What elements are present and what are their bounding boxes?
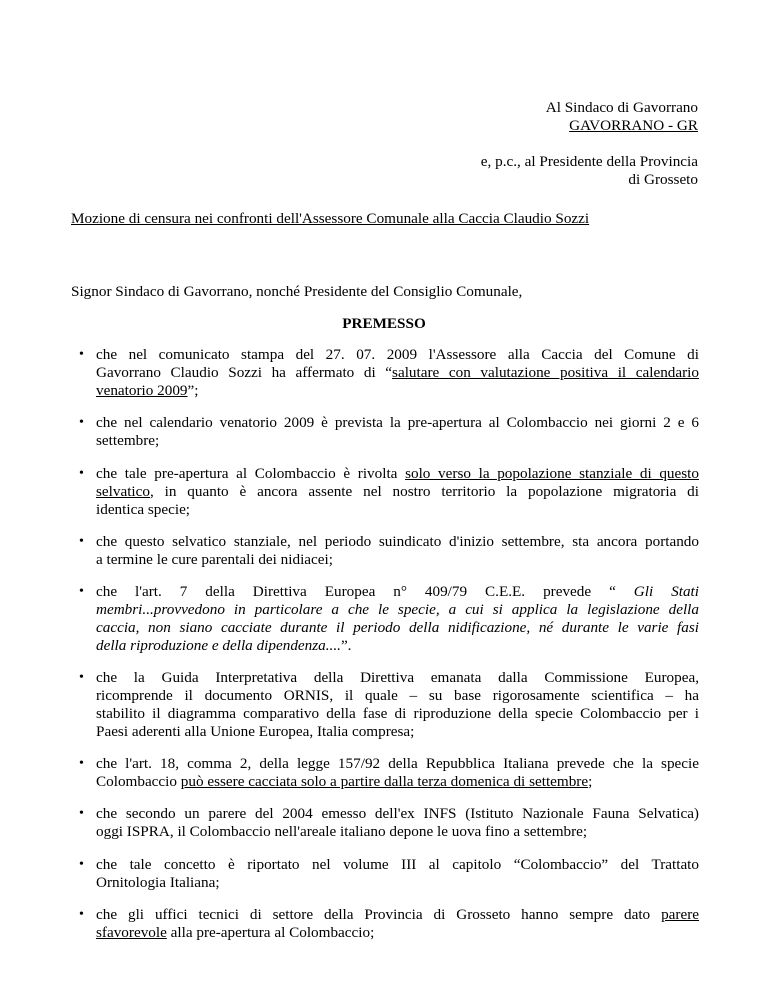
underlined-text: venatorio 2009	[96, 382, 188, 399]
quoted-text: caccia, non siano cacciate durante il periodo della nidificazione, né durante le varie fasi	[96, 619, 699, 636]
item-text: Colombaccio	[96, 773, 181, 790]
item-text: a termine le cure parentali dei nidiacei;	[96, 551, 333, 568]
list-item	[79, 346, 699, 400]
recipient-block	[546, 99, 698, 135]
bullet-icon: •	[79, 415, 84, 430]
bullet-icon: •	[79, 534, 84, 549]
item-text: oggi ISPRA, il Colombaccio nell'areale italiano depone le uova fino a settembre;	[96, 823, 588, 840]
section-heading: PREMESSO	[342, 315, 426, 332]
quoted-text: membri...provvedono in particolare a che le specie, a cui si applica la legislazione della	[96, 601, 699, 618]
list-item	[79, 669, 699, 741]
item-text: identica specie;	[96, 501, 191, 518]
quoted-text: della riproduzione e della dipendenza....	[96, 637, 341, 654]
underlined-text: selvatico	[96, 483, 150, 500]
recipient-line: GAVORRANO - GR	[569, 117, 698, 134]
bullet-icon: •	[79, 584, 84, 599]
underlined-text: parere	[661, 906, 699, 923]
item-text: che tale pre-apertura al Colombaccio è rivolta	[96, 465, 406, 482]
item-text: ”;	[187, 382, 199, 399]
bullet-icon: •	[79, 857, 84, 872]
item-text: Gavorrano Claudio Sozzi ha affermato di “	[96, 364, 393, 381]
item-text: che secondo un parere del 2004 emesso dell'ex INFS (Istituto Nazionale Fauna Selvatica)	[96, 805, 699, 822]
item-text: , in quanto è ancora assente nel nostro territorio la popolazione migratoria di	[149, 483, 699, 500]
item-text: settembre;	[96, 432, 160, 449]
underlined-text: può essere cacciata solo a partire dalla terza domenica di settembre	[180, 773, 589, 790]
salutation: Signor Sindaco di Gavorrano, nonché Presidente del Consiglio Comunale,	[71, 283, 523, 300]
list-item	[79, 856, 699, 892]
list-item	[79, 755, 699, 791]
item-text: che gli uffici tecnici di settore della Provincia di Grosseto hanno sempre dato	[96, 906, 662, 923]
bullet-icon: •	[79, 466, 84, 481]
list-item	[79, 533, 699, 569]
item-text: che nel calendario venatorio 2009 è prevista la pre-apertura al Colombaccio nei giorni 2 e 6	[96, 414, 699, 431]
item-text: ricomprende il documento ORNIS, il quale – su base rigorosamente scientifica – ha	[96, 687, 699, 704]
item-text: che tale concetto è riportato nel volume III al capitolo “Colombaccio” del Trattato	[96, 856, 699, 873]
item-text: Ornitologia Italiana;	[96, 874, 220, 891]
item-text: che questo selvatico stanziale, nel periodo suindicato d'inizio settembre, sta ancora portando	[96, 533, 699, 550]
bullet-icon: •	[79, 756, 84, 771]
underlined-text: solo verso la popolazione stanziale di questo	[405, 465, 699, 482]
list-item	[79, 805, 699, 841]
recipient-line: di Grosseto	[628, 171, 698, 188]
underlined-text: sfavorevole	[96, 924, 167, 941]
item-text: stabilito il diagramma comparativo della fase di riproduzione della specie Colombaccio per i	[96, 705, 699, 722]
list-item	[79, 583, 699, 655]
bullet-icon: •	[79, 670, 84, 685]
recipient-cc-block	[481, 153, 698, 189]
item-text: che la Guida Interpretativa della Direttiva emanata dalla Commissione Europea,	[96, 669, 699, 686]
bullet-icon: •	[79, 347, 84, 362]
bullet-icon: •	[79, 907, 84, 922]
item-text: ”.	[340, 637, 352, 654]
list-item	[79, 465, 699, 519]
item-text: che l'art. 7 della Direttiva Europea n° 409/79 C.E.E. prevede “	[96, 583, 634, 600]
item-text: alla pre-apertura al Colombaccio;	[166, 924, 375, 941]
recipient-line: e, p.c., al Presidente della Provincia	[480, 153, 698, 170]
underlined-text: salutare con valutazione positiva il calendario	[392, 364, 699, 381]
list-item	[79, 414, 699, 450]
item-text: che nel comunicato stampa del 27. 07. 2009 l'Assessore alla Caccia del Comune di	[96, 346, 699, 363]
subject-line: Mozione di censura nei confronti dell'Assessore Comunale alla Caccia Claudio Sozzi	[71, 210, 590, 227]
list-item	[79, 906, 699, 942]
item-text: che l'art. 18, comma 2, della legge 157/92 della Repubblica Italiana prevede che la specie	[96, 755, 699, 772]
quoted-text: Gli Stati	[633, 583, 699, 600]
bullet-icon: •	[79, 806, 84, 821]
recipient-line: Al Sindaco di Gavorrano	[545, 99, 698, 116]
item-text: ;	[588, 773, 593, 790]
item-text: Paesi aderenti alla Unione Europea, Italia compresa;	[96, 723, 415, 740]
